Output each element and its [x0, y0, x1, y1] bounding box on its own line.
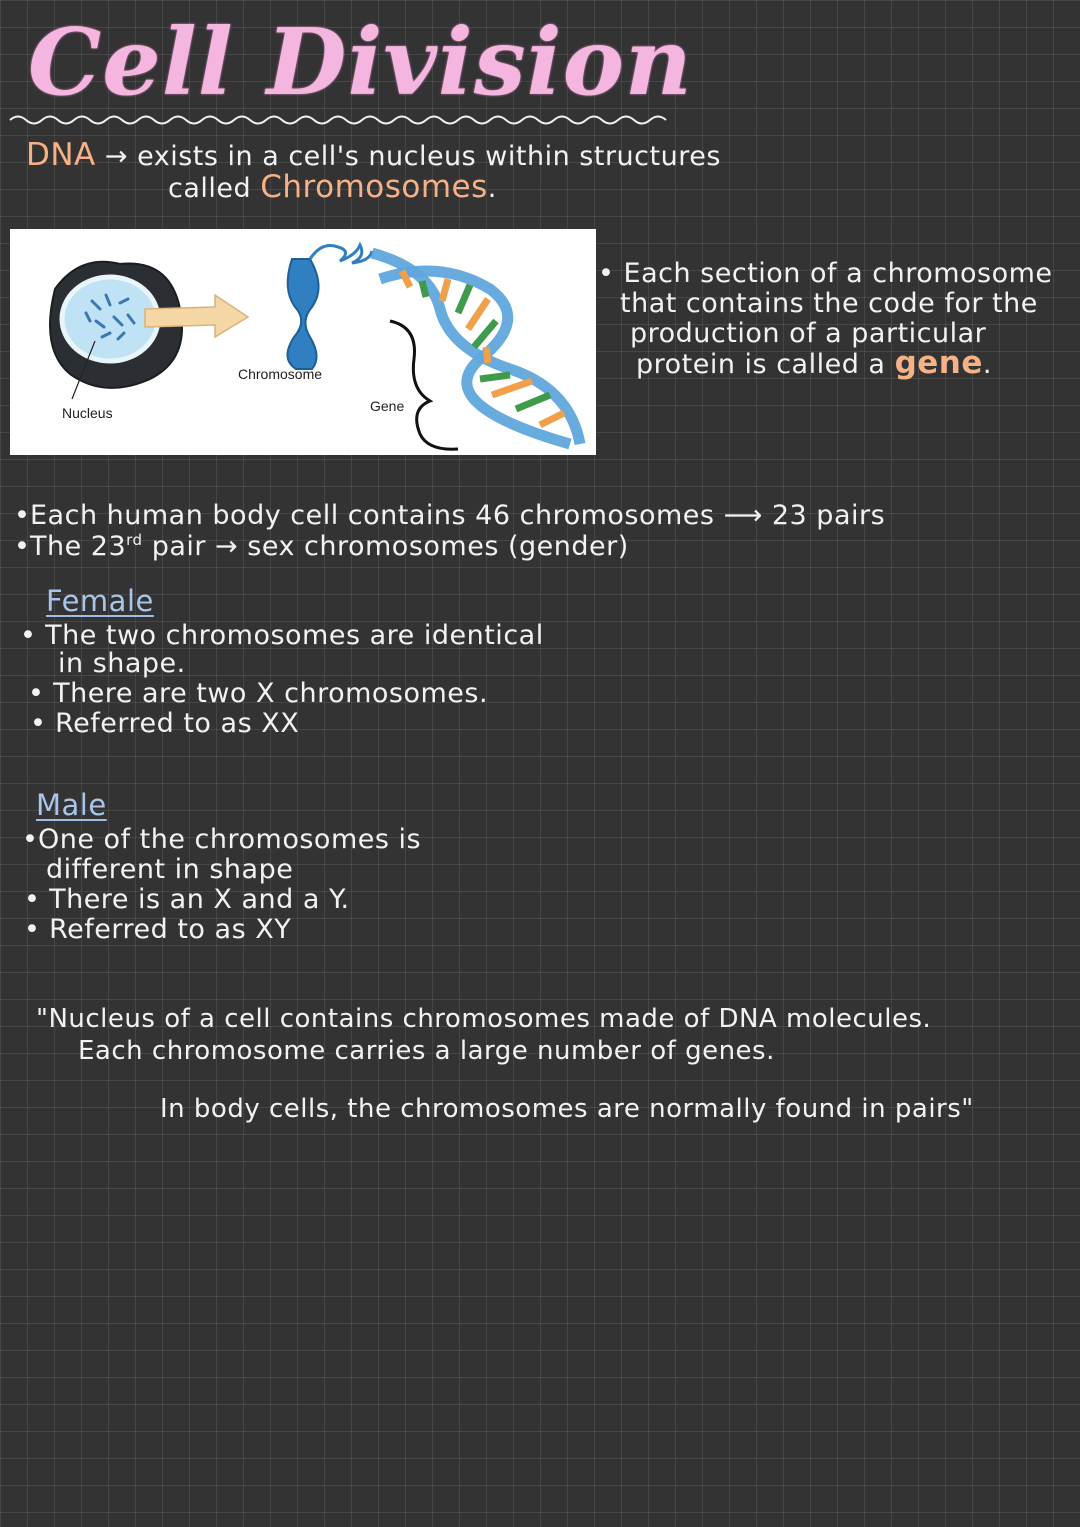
bullet: • — [20, 620, 37, 651]
female-item-3 — [30, 708, 299, 739]
chromosome-shape — [287, 259, 318, 369]
gene-highlight: gene — [894, 345, 983, 381]
chromosomes-highlight: Chromosomes — [260, 169, 488, 205]
fact-item-1 — [14, 500, 885, 531]
gene-note-line4 — [636, 346, 992, 382]
bullet: • — [24, 884, 41, 915]
quote-line-3: In body cells, the chromosomes are normally found in pairs" — [160, 1094, 974, 1124]
gene-note-line1 — [598, 258, 1053, 289]
fact-text: pair → sex chromosomes (gender) — [151, 531, 629, 562]
female-item-1-cont: in shape. — [58, 648, 186, 679]
quote-line-1: "Nucleus of a cell contains chromosomes made of DNA molecules. — [36, 1004, 932, 1034]
bullet: • — [22, 824, 39, 855]
gene-label: Gene — [370, 398, 405, 414]
gene-brace — [390, 321, 458, 449]
female-text: The two chromosomes are identical — [45, 620, 544, 651]
dna-helix — [372, 253, 580, 444]
page-title: Cell Division — [28, 8, 693, 116]
called-text: called — [168, 173, 252, 204]
female-item-2 — [28, 678, 488, 709]
female-item-1 — [20, 620, 544, 651]
title-wavy-underline — [8, 112, 678, 128]
bullet: • — [28, 678, 45, 709]
male-item-1 — [22, 824, 421, 855]
bullet: • — [24, 914, 41, 945]
fact-text: The 23 — [30, 531, 127, 562]
nucleus-label: Nucleus — [62, 405, 113, 421]
bullet: • — [30, 708, 47, 739]
male-item-2 — [24, 884, 350, 915]
female-text: Referred to as XX — [55, 708, 300, 739]
bullet: • — [598, 258, 615, 289]
male-item-1-cont: different in shape — [46, 854, 294, 885]
gene-note-text: Each section of a chromosome — [623, 258, 1053, 289]
dna-diagram — [10, 229, 596, 455]
female-heading: Female — [46, 584, 154, 618]
diagram-illustration — [10, 229, 596, 455]
nucleus-shape — [62, 277, 158, 361]
quote-line-2: Each chromosome carries a large number of genes. — [78, 1036, 775, 1066]
gene-note-line3: production of a particular — [630, 318, 987, 349]
dna-arrow: → — [104, 141, 128, 172]
male-text: One of the chromosomes is — [38, 824, 422, 855]
superscript: rd — [126, 531, 143, 549]
female-text: There are two X chromosomes. — [53, 678, 489, 709]
period: . — [487, 173, 497, 204]
male-item-3 — [24, 914, 291, 945]
bullet: • — [14, 531, 31, 562]
male-heading: Male — [36, 788, 107, 822]
period: . — [982, 349, 992, 380]
chromosome-label: Chromosome — [238, 366, 323, 382]
gene-note-text: protein is called a — [636, 349, 886, 380]
dna-definition-line2 — [168, 170, 497, 206]
fact-item-2 — [14, 531, 629, 562]
male-text: Referred to as XY — [49, 914, 292, 945]
fact-text: Each human body cell contains 46 chromosomes ⟶ 23 pairs — [30, 500, 886, 531]
bullet: • — [14, 500, 31, 531]
male-text: There is an X and a Y. — [49, 884, 350, 915]
dna-definition-text: exists in a cell's nucleus within structures — [137, 141, 721, 172]
dna-term: DNA — [26, 137, 96, 173]
gene-note-line2: that contains the code for the — [620, 288, 1038, 319]
